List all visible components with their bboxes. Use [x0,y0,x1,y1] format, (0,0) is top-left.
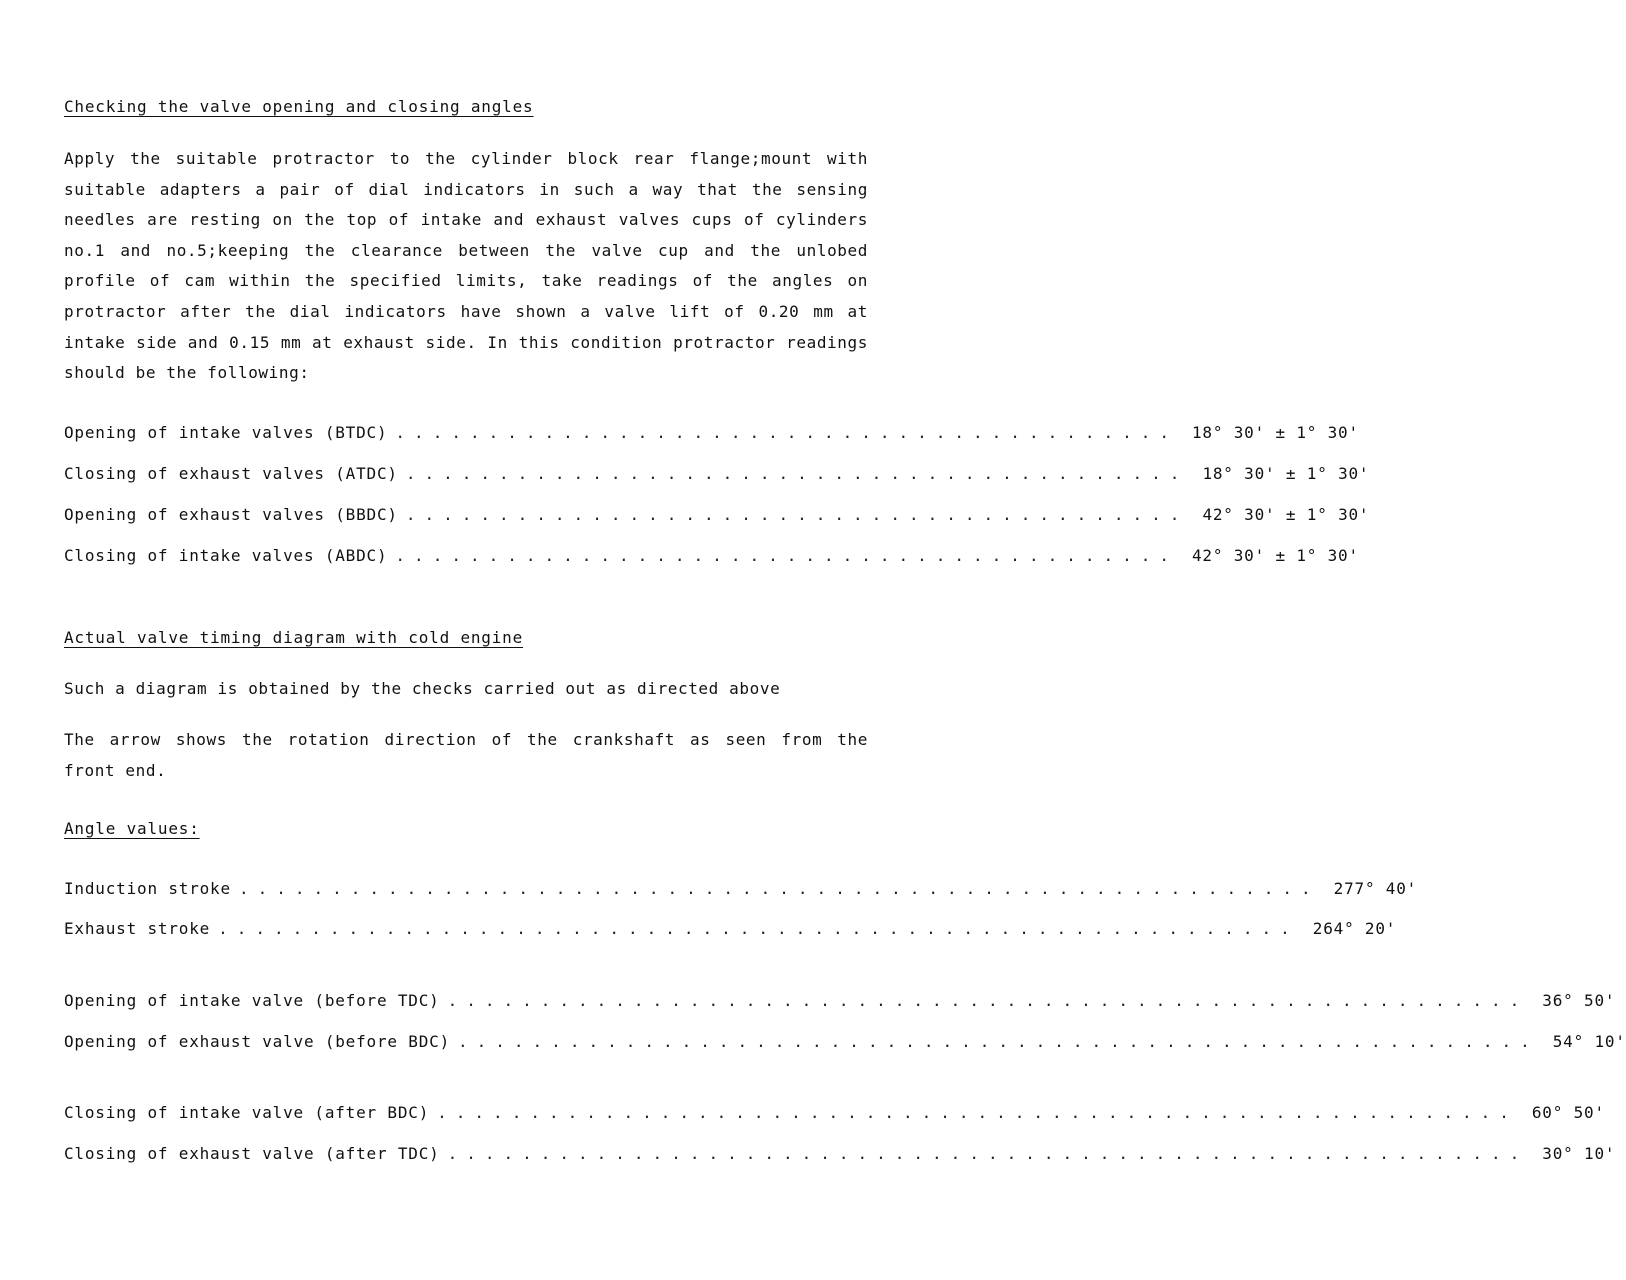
arrow-description: The arrow shows the rotation direction of the crankshaft as seen from the front end. [64,730,868,780]
angle-row-induction-stroke [64,879,1418,903]
angle-row-intake-closing [64,1103,1605,1127]
spec-label: Opening of exhaust valves (BBDC) [64,505,398,524]
spec-value: 42° 30' ± 1° 30' [1202,505,1370,524]
dot-leader: .......................................... [405,464,1189,483]
spec-label: Closing of exhaust valves (ATDC) [64,464,398,483]
dot-leader: .......................................... [395,423,1178,442]
spec-row-intake-opening [64,423,1359,447]
angle-row-exhaust-stroke [64,919,1397,943]
angle-label: Exhaust stroke [64,919,211,938]
dot-leader: .......................................................... [238,879,1320,898]
angle-row-intake-opening [64,991,1616,1015]
angle-value: 277° 40' [1333,879,1418,898]
dot-leader: .......................................... [405,505,1189,524]
angle-label: Opening of exhaust valve (before BDC) [64,1032,451,1051]
dot-leader: .......................................................... [458,1032,1539,1051]
spec-row-exhaust-closing [64,464,1370,488]
angle-value: 60° 50' [1531,1103,1605,1122]
spec-value: 18° 30' ± 1° 30' [1202,464,1370,483]
spec-value: 18° 30' ± 1° 30' [1192,423,1359,442]
angle-value: 30° 10' [1542,1144,1616,1163]
angle-label: Closing of intake valve (after BDC) [64,1103,430,1122]
dot-leader: .......................................... [395,546,1178,565]
spec-row-exhaust-opening [64,505,1370,529]
spec-value: 42° 30' ± 1° 30' [1192,546,1359,565]
dot-leader: .......................................................... [218,919,1299,938]
section-heading-timing-diagram: Actual valve timing diagram with cold engine [64,628,524,647]
dot-leader: .......................................................... [437,1103,1518,1122]
protractor-instructions: Apply the suitable protractor to the cylinder block rear flange;mount with suitable adapters a pair of dial indicators in such a way that the sensing needles are resting on the top of intake and exhaust valves cups of cylinders no.1 and no.5;keeping the clearance between the valve cup and the unlobed profile of cam within the specified limits, take readings of the angles on protractor after the dial indicators have shown a valve lift of 0.20 mm at intake side and 0.15 mm at exhaust side. In this condition protractor readings should be the following: [64,149,868,383]
document-page [64,0,1626,1280]
diagram-description: Such a diagram is obtained by the checks carried out as directed above [64,679,781,698]
dot-leader: .......................................................... [447,991,1529,1010]
spec-row-intake-closing [64,546,1359,570]
angle-label: Closing of exhaust valve (after TDC) [64,1144,440,1163]
dot-leader: .......................................................... [447,1144,1529,1163]
angle-label: Opening of intake valve (before TDC) [64,991,440,1010]
angle-value: 36° 50' [1542,991,1616,1010]
angle-value: 264° 20' [1312,919,1397,938]
angle-row-exhaust-closing [64,1144,1616,1168]
spec-label: Opening of intake valves (BTDC) [64,423,388,442]
spec-label: Closing of intake valves (ABDC) [64,546,388,565]
angle-row-exhaust-opening [64,1032,1626,1056]
angle-value: 54° 10' [1552,1032,1626,1051]
section-heading-checking-angles: Checking the valve opening and closing angles [64,97,534,116]
angle-label: Induction stroke [64,879,231,898]
section-heading-angle-values: Angle values: [64,819,200,838]
